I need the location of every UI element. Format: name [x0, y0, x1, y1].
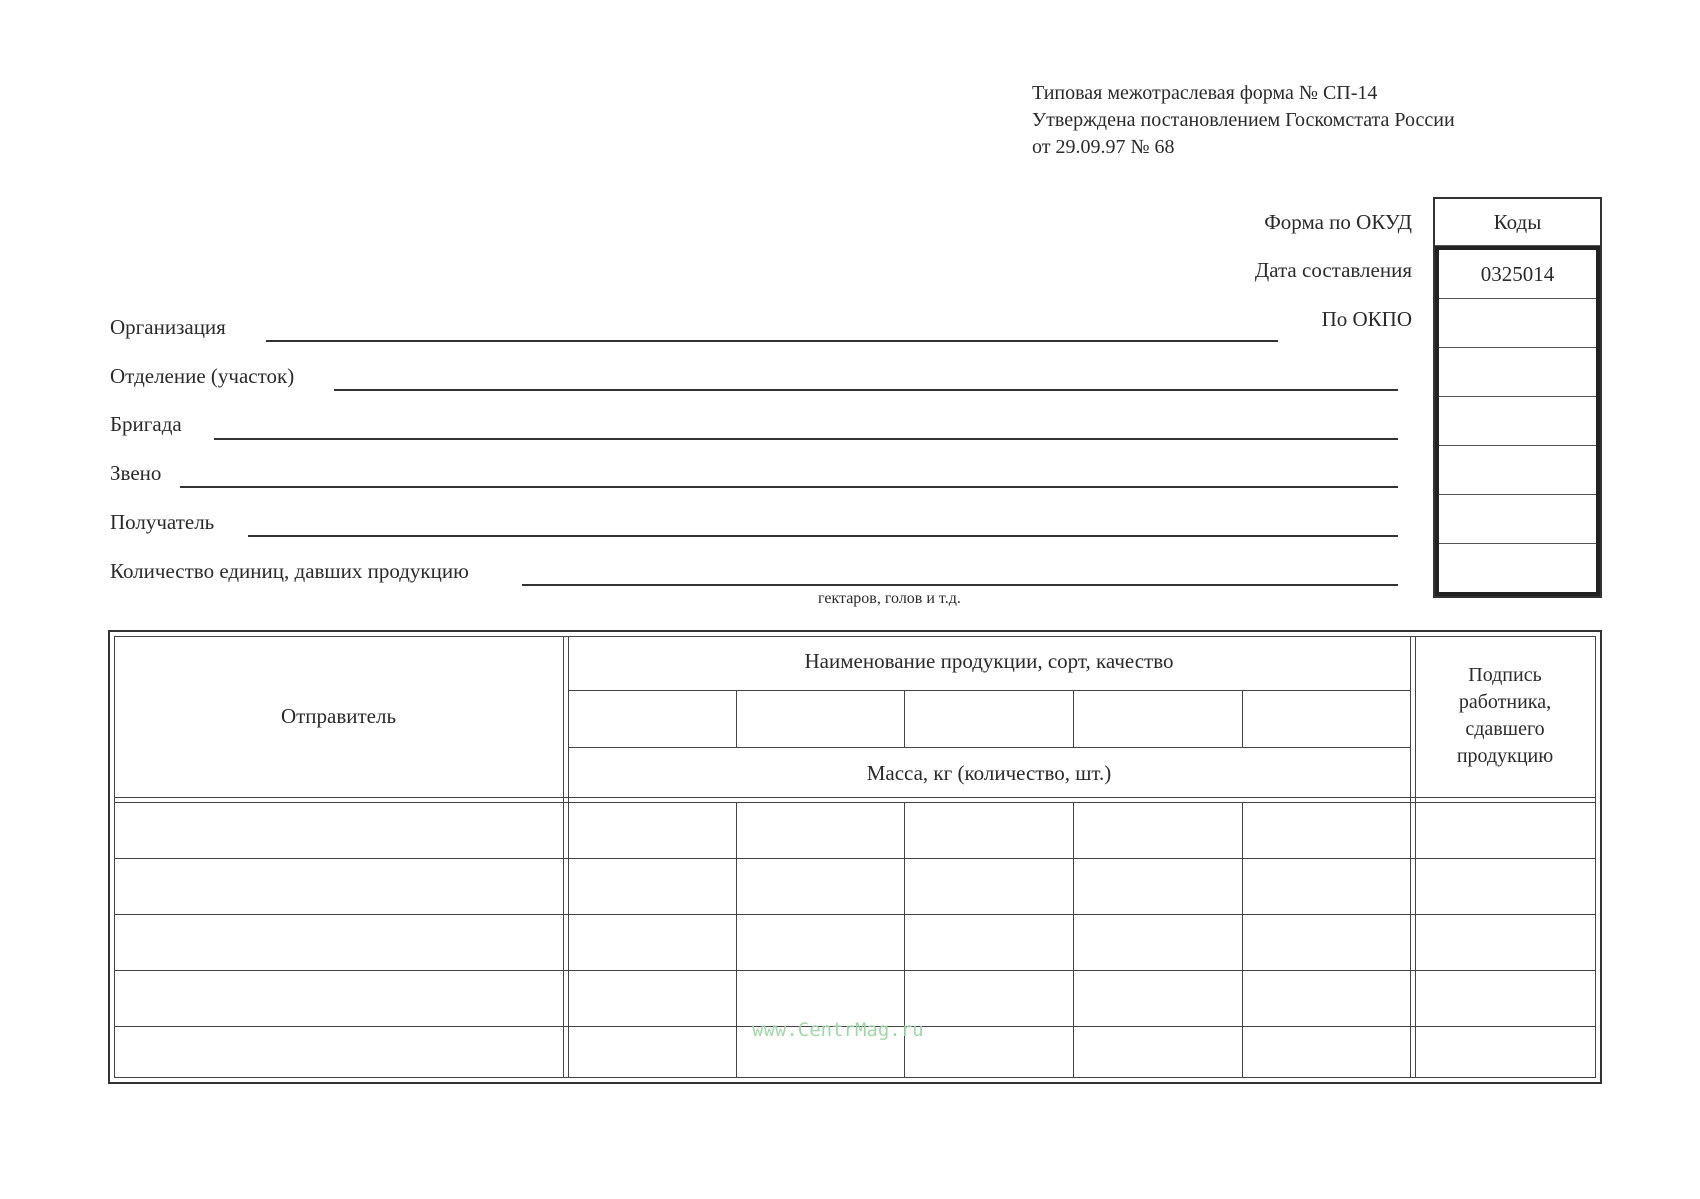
code-cell-7[interactable] — [1439, 543, 1596, 592]
codes-header: Коды — [1435, 199, 1600, 246]
col-divider-sender — [563, 636, 564, 1078]
table-row — [114, 914, 1596, 915]
department-field[interactable] — [334, 389, 1398, 391]
unit-label: Звено — [110, 461, 162, 485]
codes-box — [1433, 197, 1602, 598]
department-label: Отделение (участок) — [110, 364, 295, 388]
code-cell-4[interactable] — [1439, 396, 1596, 445]
unit-field[interactable] — [180, 486, 1398, 488]
codes-cells — [1435, 246, 1600, 596]
date-label: Дата составления — [1254, 258, 1412, 282]
signature-column-header: Подпись работника, сдавшего продукцию — [1456, 664, 1554, 767]
mass-column-header: Масса, кг (количество, шт.) — [866, 761, 1112, 785]
sender-column-header: Отправитель — [280, 704, 397, 728]
form-header — [1032, 80, 1455, 161]
date-code-cell[interactable] — [1439, 298, 1596, 347]
units-hint: гектаров, голов и т.д. — [818, 590, 961, 607]
form-approval-line: Утверждена постановлением Госкомстата России — [1032, 109, 1455, 131]
brigade-label: Бригада — [110, 412, 182, 436]
form-type-line: Типовая межотраслевая форма № СП-14 — [1032, 82, 1378, 104]
table-row — [114, 858, 1596, 859]
watermark-text: www.CentrMag.ru — [752, 1019, 924, 1041]
table-row — [114, 970, 1596, 971]
organization-label: Организация — [110, 315, 226, 339]
recipient-field[interactable] — [248, 535, 1398, 537]
units-count-field[interactable] — [522, 584, 1398, 586]
okud-code-cell[interactable]: 0325014 — [1439, 246, 1596, 298]
col-divider-signature — [1410, 636, 1411, 1078]
form-date-line: от 29.09.97 № 68 — [1032, 136, 1175, 158]
code-cell-6[interactable] — [1439, 494, 1596, 543]
okpo-label: По ОКПО — [1321, 307, 1412, 331]
okud-label: Форма по ОКУД — [1264, 210, 1412, 234]
code-cell-5[interactable] — [1439, 445, 1596, 494]
product-column-header: Наименование продукции, сорт, качество — [804, 649, 1174, 673]
main-table — [108, 630, 1602, 1084]
brigade-field[interactable] — [214, 438, 1398, 440]
organization-field[interactable] — [266, 340, 1278, 342]
recipient-label: Получатель — [110, 510, 215, 534]
okpo-code-cell[interactable] — [1439, 347, 1596, 396]
units-count-label: Количество единиц, давших продукцию — [110, 559, 469, 583]
